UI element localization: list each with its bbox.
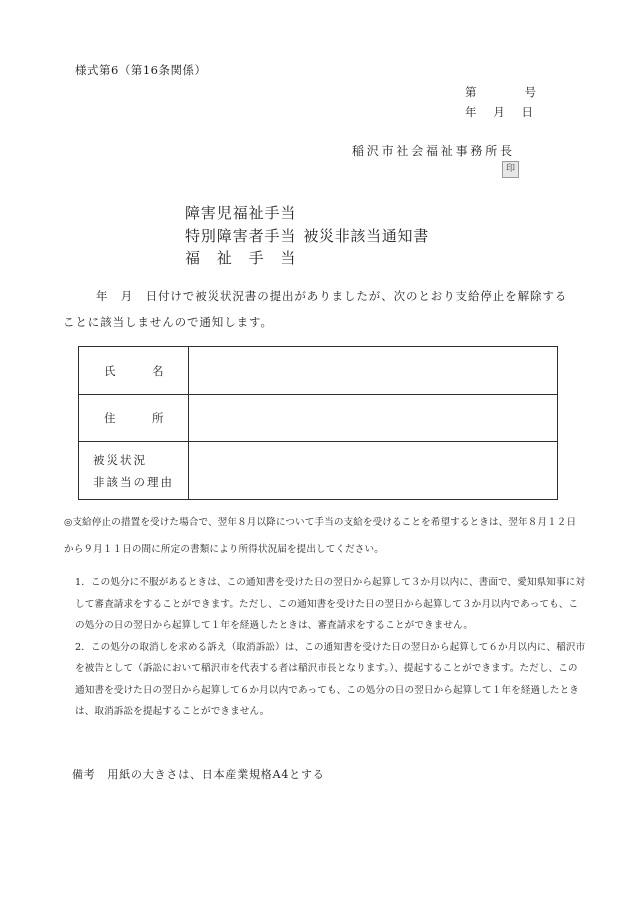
legal-note-2-line-1: 2．この処分の取消しを求める訴え（取消訴訟）は、この通知書を受けた日の翌日から起算して６か月以内に、稲沢市 [75,641,586,653]
title-middle-row [185,225,429,248]
legal-note-2-line-2: を被告として（訴訟において稲沢市を代表する者は稲沢市長となります。）、提起することができます。ただし、この [75,663,578,674]
office-head-title: 稲沢市社会福祉事務所長 [352,144,515,158]
seal-mark: 印 [502,161,519,178]
reason-label-line-1: 被災状況 [93,452,147,467]
table-row-name [79,347,557,395]
body-line-2: ことに該当しませんので通知します。 [63,315,273,329]
doc-number-prefix: 第 [465,85,477,99]
notice-line-2: から９月１１日の間に所定の書類により所得状況届を提出してください。 [64,544,384,555]
reason-label-cell [79,442,189,499]
notice-line-1: ◎支給停止の措置を受けた場合で、翌年８月以降について手当の支給を受けることを希望するときは、翌年８月１２日 [64,517,577,528]
name-value-cell [189,347,557,394]
date-month-label: 月 [493,105,505,119]
date-year-label: 年 [465,105,477,119]
legal-note-2 [75,637,586,723]
legal-note-1 [75,572,586,637]
recipient-table [78,346,558,500]
resubmission-notice [64,509,577,563]
legal-note-1-line-3: の処分の日の翌日から起算して１年を経過したときは、審査請求をすることができません。 [75,620,474,631]
form-reference: 様式第6（第16条関係） [75,63,207,77]
title-allowance-1: 障害児福祉手当 [185,204,297,222]
document-title [185,202,429,270]
reason-value-cell [189,442,557,499]
table-row-reason [79,442,557,499]
remarks-line: 備考 用紙の大きさは、日本産業規格A4とする [72,768,325,781]
legal-notes [75,572,586,723]
body-line-1: 年 月 日付けで被災状況書の提出がありましたが、次のとおり支給停止を解除する [96,289,568,303]
name-label-cell [79,347,189,394]
table-row-address [79,395,557,442]
legal-note-1-line-1: 1．この処分に不服があるときは、この通知書を受けた日の翌日から起算して３か月以内に、書面で、愛知県知事に対 [75,577,586,588]
title-allowance-3: 福 祉 手 当 [185,249,297,267]
title-allowance-2: 特別障害者手当 [185,226,297,245]
body-paragraph [63,283,571,335]
date-line [465,104,533,120]
legal-note-1-line-2: して審査請求をすることができます。ただし、この通知書を受けた日の翌日から起算して３か月以内であっても、こ [75,598,579,610]
address-value-cell [189,395,557,441]
title-main: 被災非該当通知書 [303,226,429,245]
date-day-label: 日 [521,105,533,119]
name-label: 氏 名 [104,363,168,378]
legal-note-2-line-3: 通知書を受けた日の翌日から起算して６か月以内であっても、この処分の日の翌日から起算して１年を経過したとき [75,684,579,696]
doc-number-suffix: 号 [524,85,536,99]
document-number-line [465,84,536,100]
address-label: 住 所 [104,411,168,425]
legal-note-2-line-4: は、取消訴訟を提起することができません。 [75,706,270,717]
reason-label-line-2: 非該当の理由 [93,474,174,489]
address-label-cell [79,395,189,441]
